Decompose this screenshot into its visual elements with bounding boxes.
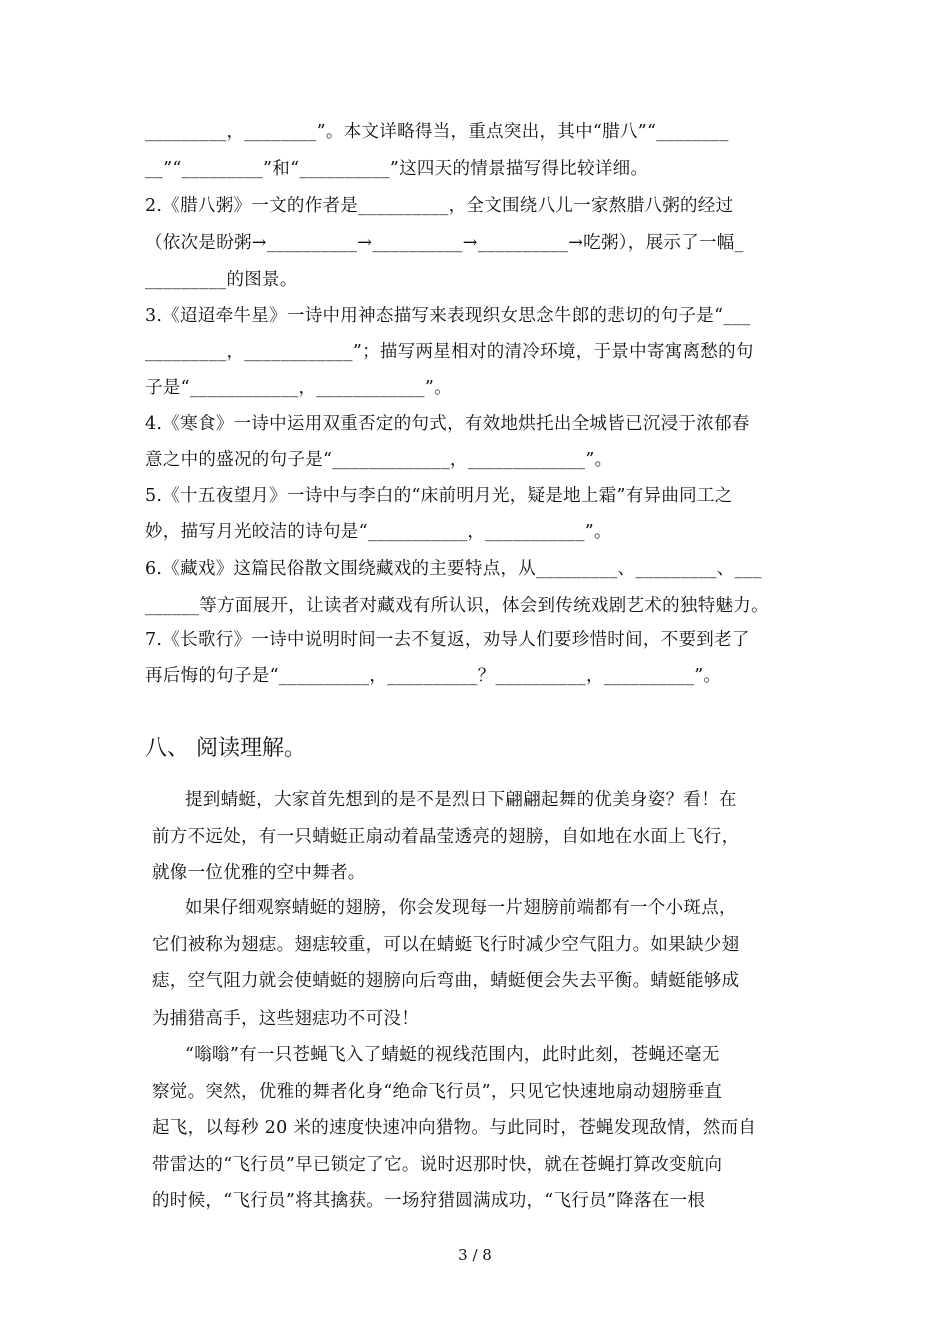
question-2-line-2: （依次是盼粥→__________→__________→__________→吃粥），展示了一幅_ [145, 233, 744, 253]
question-3-line-2: _________，____________”；描写两星相对的清冷环境，于景中寄寓离愁的句 [145, 342, 754, 362]
passage-line: 它们被称为翅痣。翅痣较重，可以在蜻蜓飞行时减少空气阻力。如果缺少翅 [152, 935, 740, 955]
passage-line: 为捕猎高手，这些翅痣功不可没！ [152, 1009, 419, 1029]
question-7-line-2: 再后悔的句子是“__________，__________？__________，__________”。 [145, 666, 722, 686]
passage-line: 如果仔细观察蜻蜓的翅膀，你会发现每一片翅膀前端都有一个小斑点， [185, 898, 737, 918]
passage-line: 察觉。突然，优雅的舞者化身“绝命飞行员”，只见它快速地扇动翅膀垂直 [152, 1082, 723, 1102]
question-1-line-1: _________，________”。本文详略得当，重点突出，其中“腊八”“________ [145, 122, 729, 142]
passage-line: “嗡嗡”有一只苍蝇飞入了蜻蜓的视线范围内，此时此刻，苍蝇还毫无 [185, 1045, 720, 1065]
question-6-line-1: 6.《藏戏》这篇民俗散文围绕藏戏的主要特点，从_________、_________、___ [145, 559, 762, 579]
passage-line: 带雷达的“飞行员”早已锁定了它。说时迟那时快，就在苍蝇打算改变航向 [152, 1155, 723, 1175]
question-4-line-2: 意之中的盛况的句子是“_____________，_____________”。 [145, 450, 613, 470]
question-2-line-1: 2.《腊八粥》一文的作者是__________，全文围绕八儿一家熬腊八粥的经过 [145, 196, 734, 216]
passage-line: 痣，空气阻力就会使蜻蜓的翅膀向后弯曲，蜻蜓便会失去平衡。蜻蜓能够成 [152, 971, 740, 991]
passage-line: 的时候，“飞行员”将其擒获。一场狩猎圆满成功，“飞行员”降落在一根 [152, 1191, 706, 1211]
question-3-line-3: 子是“____________，____________”。 [145, 378, 452, 398]
passage-line: 起飞，以每秒 20 米的速度快速冲向猎物。与此同时，苍蝇发现敌情，然而自 [152, 1118, 757, 1138]
passage-line: 前方不远处，有一只蜻蜓正扇动着晶莹透亮的翅膀，自如地在水面上飞行， [152, 827, 740, 847]
question-7-line-1: 7.《长歌行》一诗中说明时间一去不复返，劝导人们要珍惜时间，不要到老了 [145, 630, 750, 650]
question-1-line-2: __”“_________”和“__________”这四天的情景描写得比较详细。 [145, 159, 649, 179]
question-3-line-1: 3.《迢迢牵牛星》一诗中用神态描写来表现织女思念牛郎的悲切的句子是“___ [145, 306, 751, 326]
question-6-line-2: ______等方面展开，让读者对藏戏有所认识，体会到传统戏剧艺术的独特魅力。 [145, 596, 769, 616]
section-heading-reading: 八、 阅读理解。 [145, 736, 306, 761]
question-2-line-3: _________的图景。 [145, 270, 298, 290]
passage-line: 就像一位优雅的空中舞者。 [152, 863, 366, 883]
question-5-line-2: 妙，描写月光皎洁的诗句是“___________，___________”。 [145, 522, 612, 542]
question-4-line-1: 4.《寒食》一诗中运用双重否定的句式，有效地烘托出全城皆已沉浸于浓郁春 [145, 414, 750, 434]
page-number: 3 / 8 [458, 1246, 492, 1264]
passage-line: 提到蜻蜓，大家首先想到的是不是烈日下翩翩起舞的优美身姿？看！在 [185, 790, 737, 810]
question-5-line-1: 5.《十五夜望月》一诗中与李白的“床前明月光，疑是地上霜”有异曲同工之 [145, 486, 733, 506]
